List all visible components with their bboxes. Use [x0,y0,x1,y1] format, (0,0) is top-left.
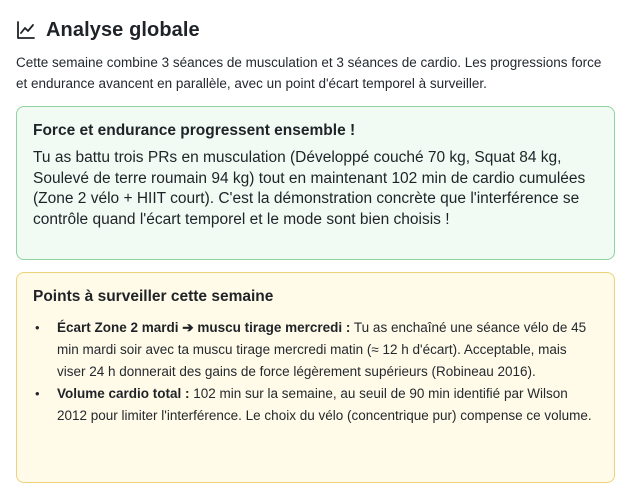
list-item-text: Tu as enchaîné une séance vélo de 45 min mardi soir avec ta muscu tirage mercredi matin (≈ 12 h d'écart). Acceptable, mais viser 24 h donnerait des gains de force légèrement supérieurs (Robineau 2016). [57,320,587,379]
warning-callout-title: Points à surveiller cette semaine [33,288,274,305]
list-item-text: 102 min sur la semaine, au seuil de 90 min identifié par Wilson 2012 pour limiter l'interférence. Le choix du vélo (concentrique pur) compense ce volume. [57,386,592,423]
list-item [33,317,598,383]
list-item-label: Écart Zone 2 mardi ➔ muscu tirage mercredi : [57,320,351,335]
success-callout-title: Force et endurance progressent ensemble ! [33,122,356,139]
list-item [33,383,598,427]
warning-callout [16,272,615,483]
page-title: Analyse globale [46,18,200,41]
bullet-icon: • [35,386,40,401]
success-callout-body: Tu as battu trois PRs en musculation (Développé couché 70 kg, Squat 84 kg, Soulevé de terre roumain 94 kg) tout en maintenant 102 min de cardio cumulées (Zone 2 vélo + HIIT court). C'est la démonstration concrète que l'interférence se contrôle quand l'écart temporel et le mode sont bien choisis ! [33,149,586,228]
intro-text: Cette semaine combine 3 séances de musculation et 3 séances de cardio. Les progressions force et endurance avancent en parallèle, avec un point d'écart temporel à surveiller. [16,55,602,91]
warning-list [33,317,598,427]
bullet-icon: • [35,320,40,335]
list-item-label: Volume cardio total : [57,386,190,401]
line-chart-icon [16,20,36,40]
section-header [16,16,200,44]
success-callout [16,106,615,260]
